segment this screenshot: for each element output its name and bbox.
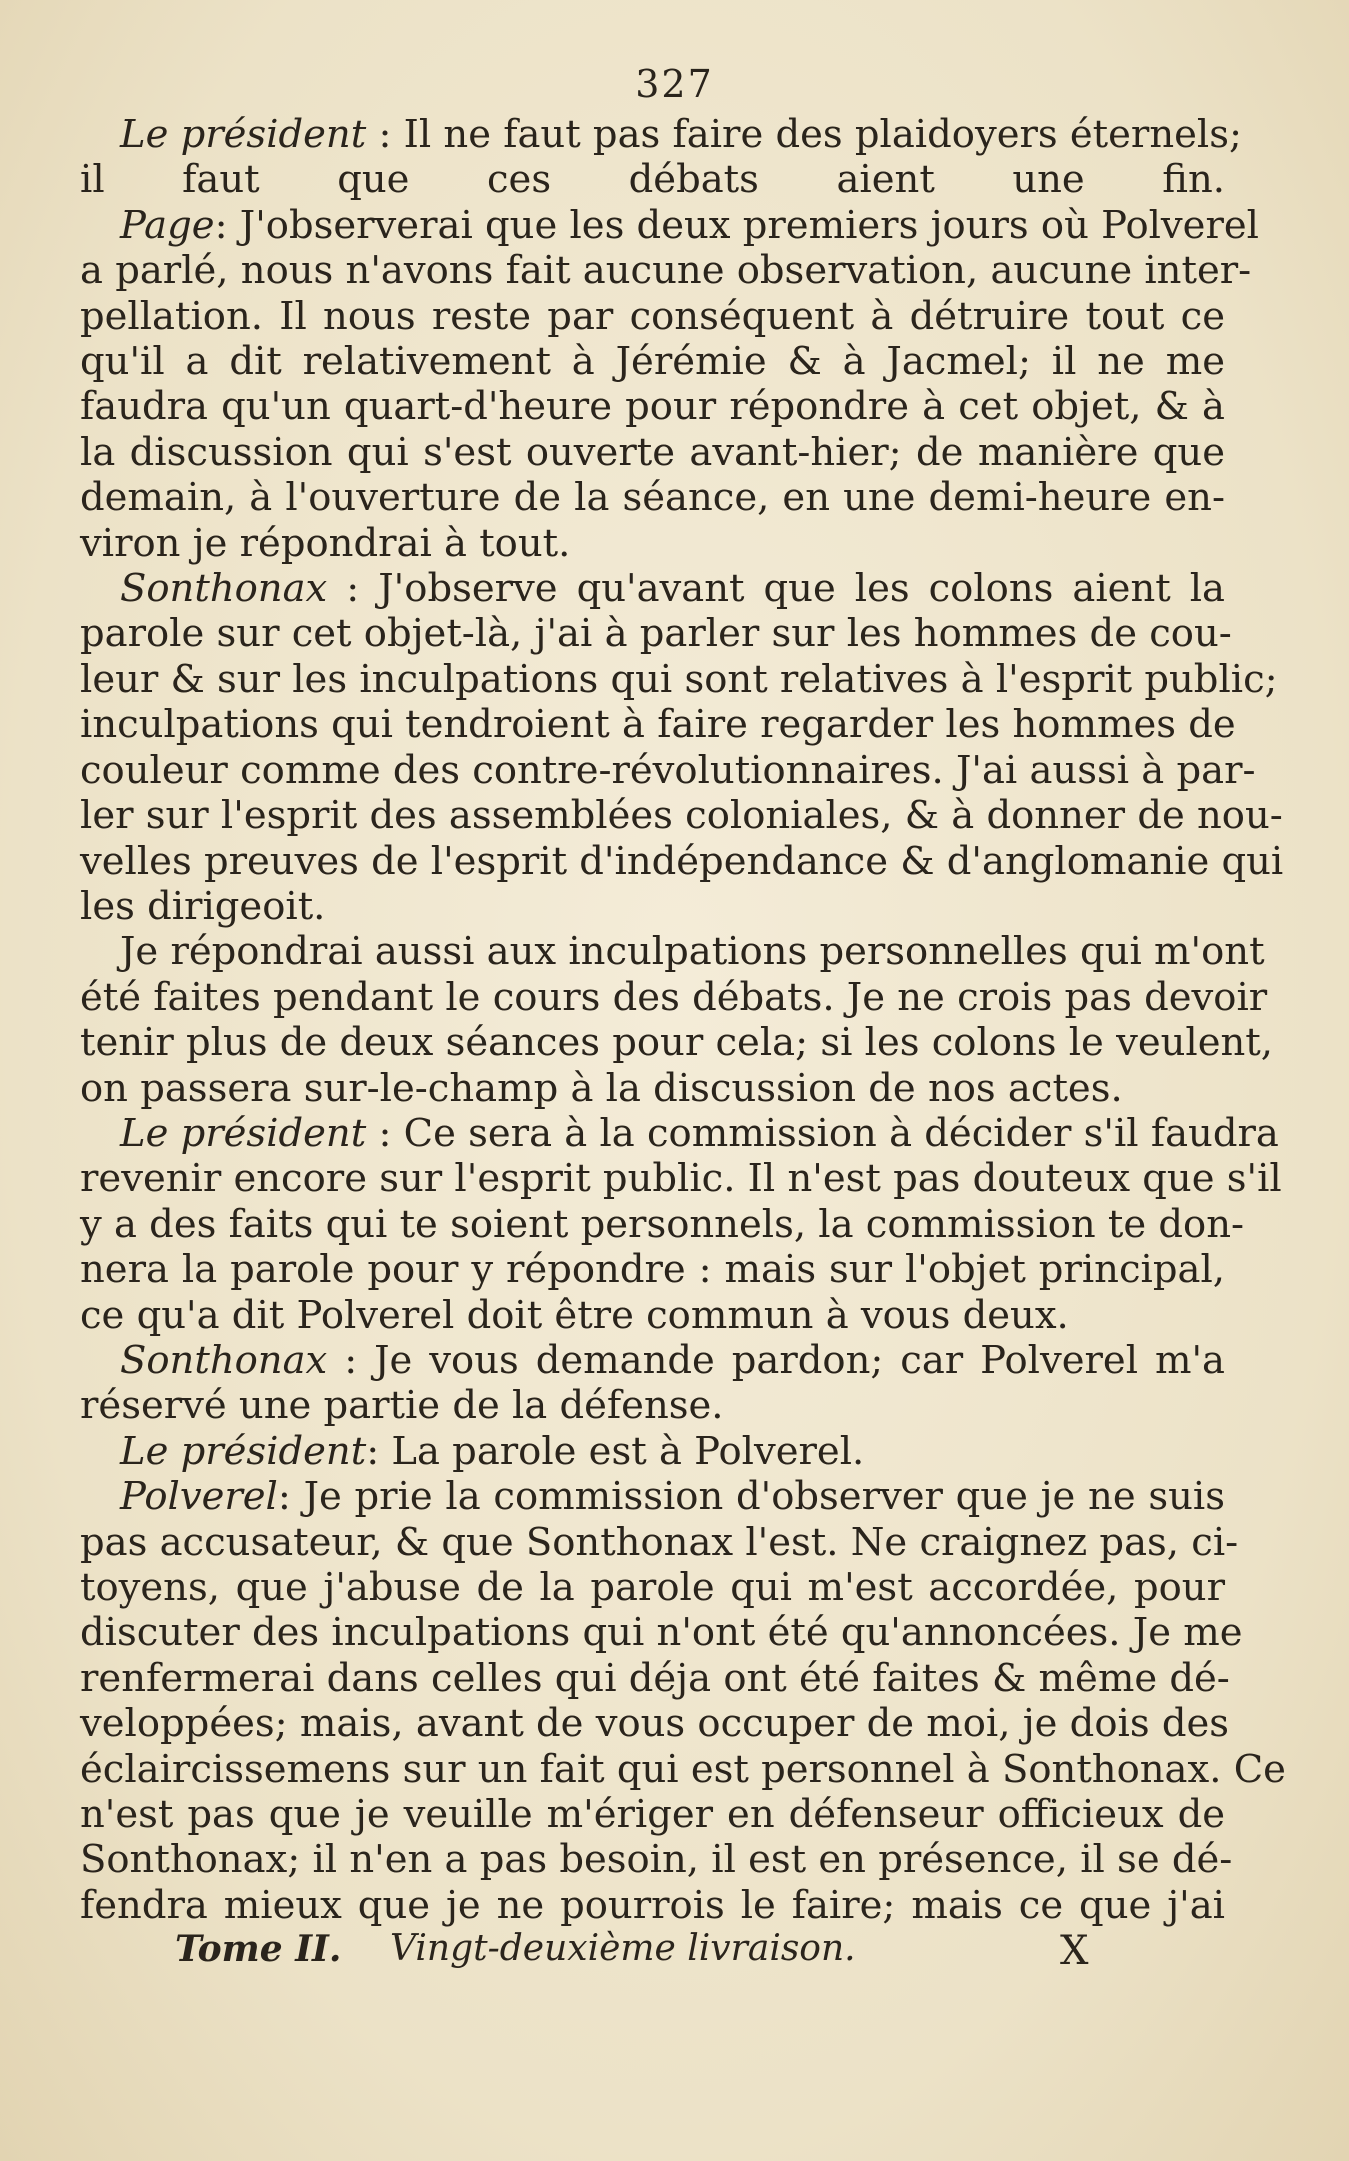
text-line: ce qu'a dit Polverel doit être commun à vous deux. (80, 1292, 1069, 1338)
text-line: couleur comme des contre-révolutionnaires. J'ai aussi à par- (80, 747, 1256, 793)
text-line: pas accusateur, & que Sonthonax l'est. Ne craignez pas, ci- (80, 1519, 1239, 1565)
text-line (80, 1110, 1279, 1156)
text-line: revenir encore sur l'esprit public. Il n'est pas douteux que s'il (80, 1156, 1282, 1202)
speaker-name: Le président (120, 1110, 367, 1156)
text-line: Sonthonax; il n'en a pas besoin, il est en présence, il se dé- (80, 1837, 1233, 1883)
footer-signature-mark: X (1060, 1928, 1089, 1974)
text-line (80, 112, 1242, 157)
page-number: 327 (635, 62, 714, 106)
speech-text: : Je prie la commission d'observer que je ne suis (277, 1474, 1225, 1520)
text-line: velles preuves de l'esprit d'indépendance & d'anglomanie qui (80, 838, 1284, 884)
text-line: discuter des inculpations qui n'ont été qu'annoncées. Je me (80, 1610, 1243, 1656)
text-line: n'est pas que je veuille m'ériger en défenseur officieux de (80, 1792, 1225, 1838)
text-line: ler sur l'esprit des assemblées coloniales, & à donner de nou- (80, 793, 1283, 839)
text-line: pellation. Il nous reste par conséquent à détruire tout ce (80, 293, 1225, 339)
speech-text: : Il ne faut pas faire des plaidoyers éternels; (366, 112, 1242, 157)
text-line: y a des faits qui te soient personnels, la commission te don- (80, 1201, 1245, 1247)
text-line: on passera sur-le-champ à la discussion de nos actes. (80, 1065, 1123, 1111)
text-line: fendra mieux que je ne pourrois le faire; mais ce que j'ai (80, 1882, 1225, 1928)
text-line: la discussion qui s'est ouverte avant-hier; de manière que (80, 429, 1225, 475)
text-line: éclaircissemens sur un fait qui est personnel à Sonthonax. Ce (80, 1746, 1286, 1792)
text-line: inculpations qui tendroient à faire regarder les hommes de (80, 702, 1236, 748)
text-line: été faites pendant le cours des débats. Je ne crois pas devoir (80, 974, 1268, 1020)
text-line (80, 566, 1225, 611)
text-line (80, 1338, 1225, 1383)
speech-text: : J'observe qu'avant que les colons aient la (327, 566, 1225, 612)
speaker-name: Sonthonax (120, 566, 328, 612)
text-line: tenir plus de deux séances pour cela; si les colons le veulent, (80, 1020, 1274, 1066)
footer-livraison: Vingt-deuxième livraison. (390, 1928, 856, 1969)
speech-text: : La parole est à Polverel. (366, 1428, 865, 1474)
text-line (80, 202, 1259, 248)
text-line: parole sur cet objet-là, j'ai à parler sur les hommes de cou- (80, 611, 1232, 657)
text-line: renfermerai dans celles qui déja ont été faites & même dé- (80, 1655, 1230, 1701)
text-line: toyens, que j'abuse de la parole qui m'est accordée, pour (80, 1565, 1225, 1610)
page-body-text (80, 112, 1286, 1928)
speaker-name: Le président (120, 1428, 367, 1474)
text-line: réservé une partie de la défense. (80, 1383, 724, 1429)
text-line: veloppées; mais, avant de vous occuper de moi, je dois des (80, 1701, 1230, 1747)
speech-text: : J'observerai que les deux premiers jours où Polverel (214, 202, 1259, 248)
text-line: demain, à l'ouverture de la séance, en une demi-heure en- (80, 475, 1225, 521)
text-line (80, 1474, 1225, 1519)
text-line: nera la parole pour y répondre : mais sur l'objet principal, (80, 1247, 1225, 1293)
text-line: a parlé, nous n'avons fait aucune observation, aucune inter- (80, 248, 1252, 294)
text-line: viron je répondrai à tout. (80, 520, 571, 566)
speaker-name: Sonthonax (120, 1337, 328, 1383)
text-line: qu'il a dit relativement à Jérémie & à Jacmel; il ne me (80, 339, 1225, 385)
text-line (80, 1429, 1225, 1474)
text-line: les dirigeoit. (80, 883, 326, 929)
text-line: leur & sur les inculpations qui sont relatives à l'esprit public; (80, 656, 1278, 702)
speech-text: : Ce sera à la commission à décider s'il faudra (366, 1110, 1279, 1156)
speech-text: : Je vous demande pardon; car Polverel m'a (327, 1337, 1225, 1383)
text-line: il faut que ces débats aient une fin. (80, 157, 1225, 203)
footer-volume: Tome II. (175, 1928, 342, 1970)
speaker-name: Le président (120, 112, 367, 157)
speaker-name: Page (120, 202, 215, 248)
speaker-name: Polverel (120, 1474, 278, 1520)
text-line: faudra qu'un quart-d'heure pour répondre à cet objet, & à (80, 384, 1225, 430)
page-footer (80, 1928, 1225, 1978)
text-line: Je répondrai aussi aux inculpations personnelles qui m'ont (120, 929, 1265, 975)
